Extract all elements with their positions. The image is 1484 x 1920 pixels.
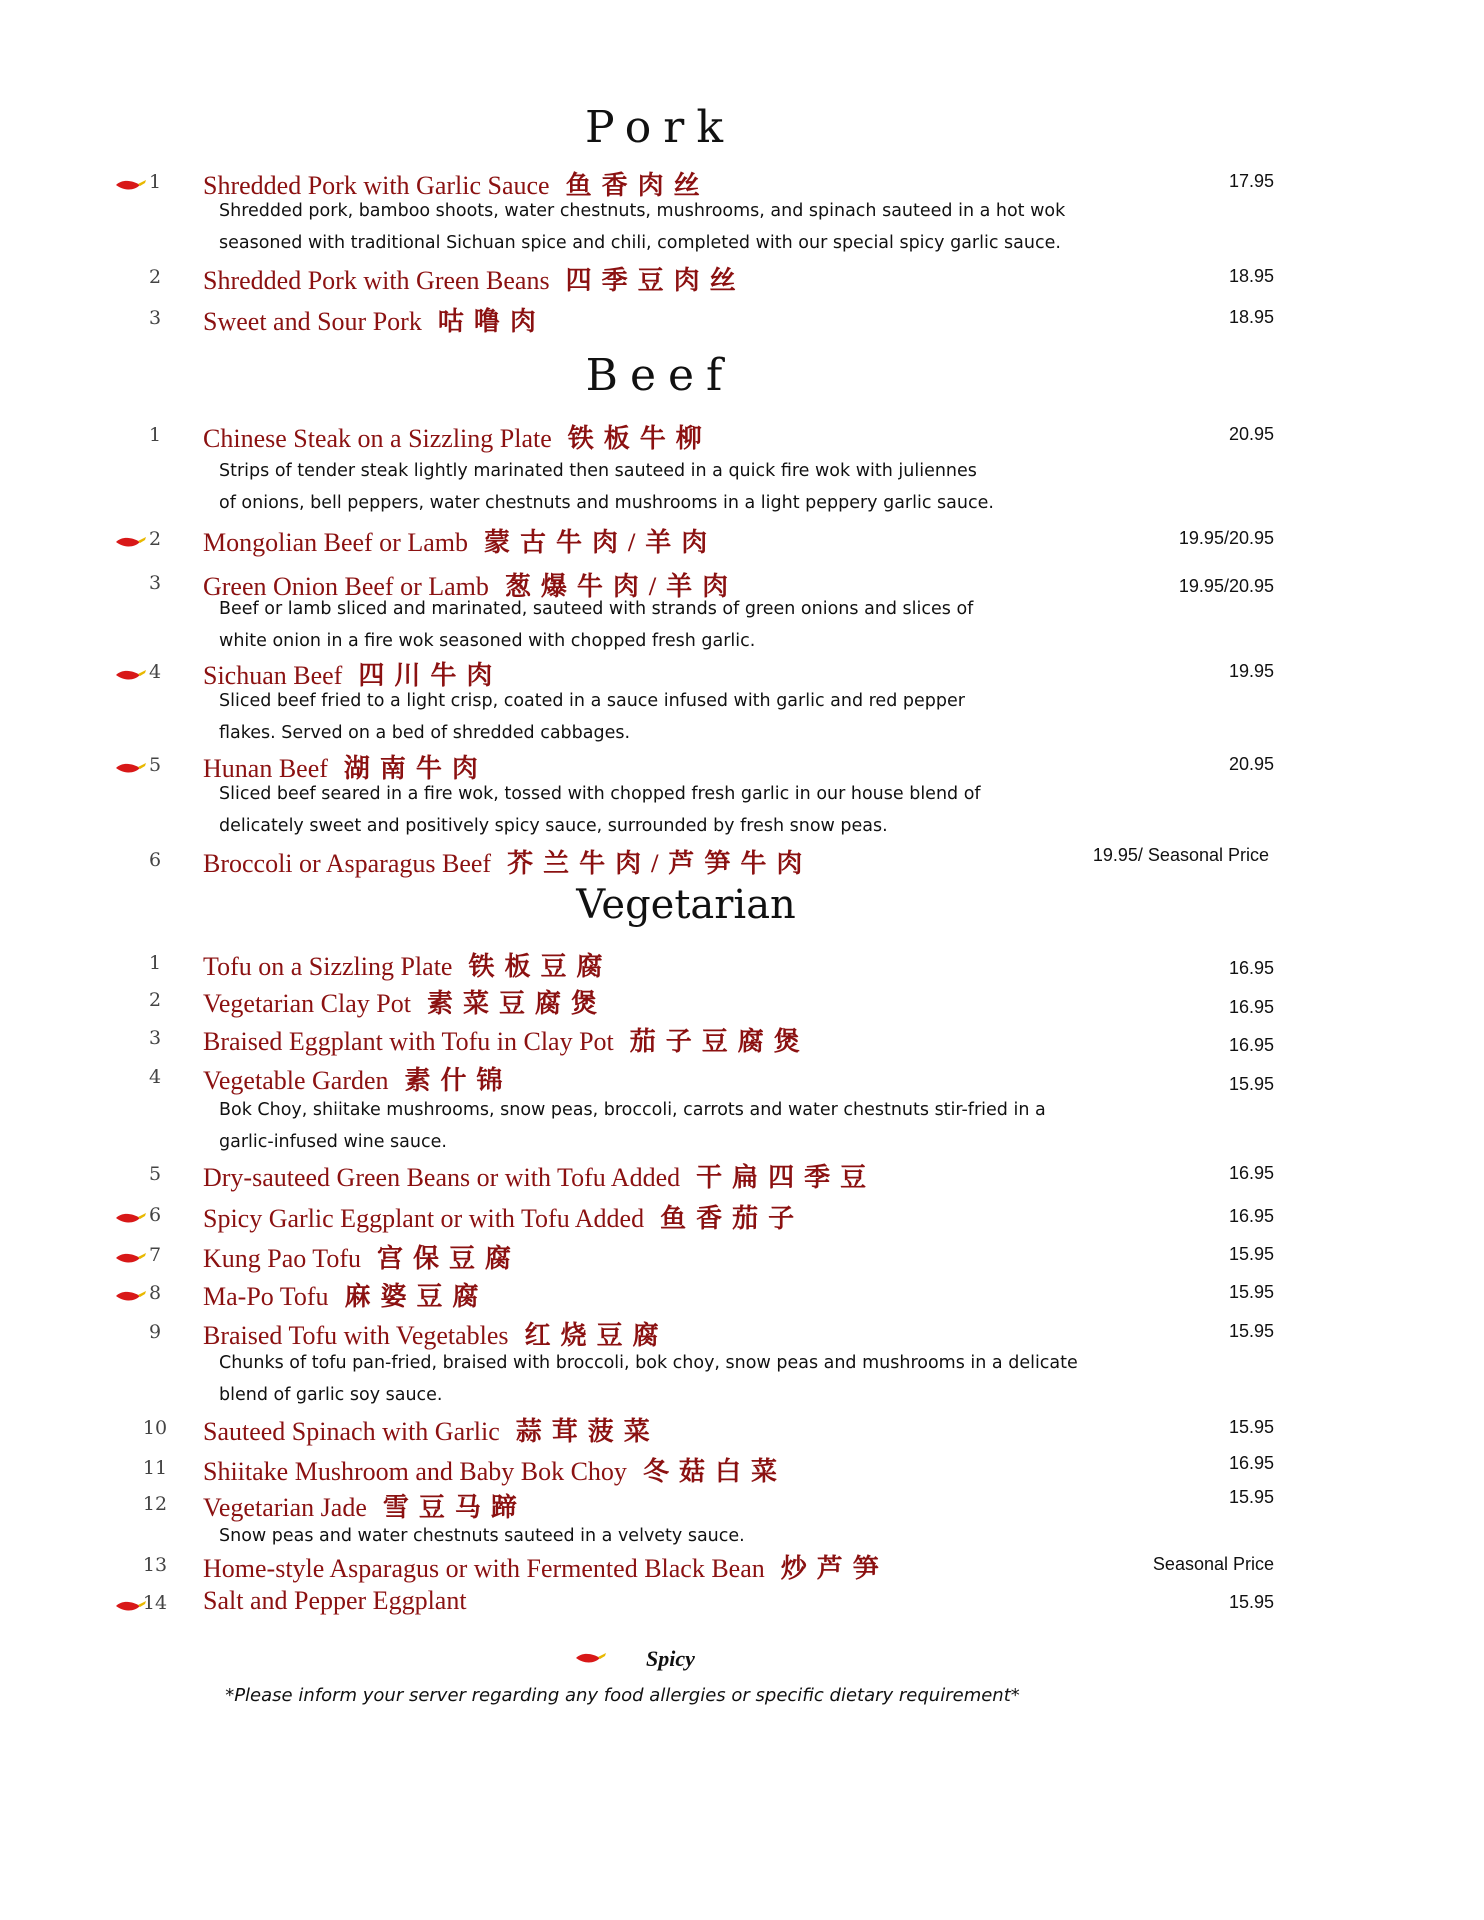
item-number: 14 [142, 1592, 168, 1614]
item-chinese-name: 芥兰牛肉/芦笋牛肉 [507, 849, 813, 878]
item-price: Seasonal Price [1152, 1554, 1274, 1574]
item-name: Braised Eggplant with Tofu in Clay Pot 茄子豆腐煲 [203, 1027, 810, 1056]
item-number: 9 [148, 1321, 162, 1343]
item-price: 15.95 [1228, 1244, 1274, 1264]
item-description: Snow peas and water chestnuts sauteed in a velvety sauce. [219, 1526, 745, 1546]
item-name: Mongolian Beef or Lamb 蒙古牛肉/羊肉 [203, 528, 718, 557]
item-name: Sichuan Beef 四川牛肉 [203, 661, 503, 690]
item-description: Sliced beef fried to a light crisp, coated in a sauce infused with garlic and red pepper flakes. Served on a bed of shredded cabbages. [219, 691, 965, 743]
item-number: 5 [148, 754, 162, 776]
item-price: 19.95/ Seasonal Price [1092, 845, 1269, 865]
item-chinese-name: 红烧豆腐 [524, 1321, 669, 1350]
item-price: 18.95 [1228, 266, 1274, 286]
item-description: Bok Choy, shiitake mushrooms, snow peas, broccoli, carrots and water chestnuts stir-fried in a garlic-infused wine sauce. [219, 1100, 1046, 1152]
item-chinese-name: 素什锦 [404, 1066, 513, 1095]
item-price: 16.95 [1228, 1453, 1274, 1473]
item-chinese-name: 麻婆豆腐 [344, 1282, 489, 1311]
item-description: Beef or lamb sliced and marinated, sauteed with strands of green onions and slices of white onion in a fire wok seasoned with chopped fresh garlic. [219, 599, 974, 651]
item-chinese-name: 素菜豆腐煲 [426, 989, 607, 1018]
item-chinese-name: 冬菇白菜 [642, 1457, 787, 1486]
menu-item [0, 1548, 1484, 1588]
section-title-beef: Beef [585, 350, 735, 401]
item-name: Chinese Steak on a Sizzling Plate 铁板牛柳 [203, 424, 712, 453]
item-chinese-name: 蒜茸菠菜 [515, 1417, 660, 1446]
item-name: Vegetarian Jade 雪豆马蹄 [203, 1493, 527, 1522]
item-description: Shredded pork, bamboo shoots, water chestnuts, mushrooms, and spinach sauteed in a hot wok seasoned with traditional Sichuan spice and chili, completed with our special spicy garlic sauce. [219, 201, 1066, 253]
item-description: Chunks of tofu pan-fried, braised with broccoli, bok choy, snow peas and mushrooms in a delicate blend of garlic soy sauce. [219, 1353, 1078, 1405]
allergy-note: *Please inform your server regarding any food allergies or specific dietary requirement* [225, 1685, 1020, 1706]
item-description: Strips of tender steak lightly marinated then sauteed in a quick fire wok with juliennes of onions, bell peppers, water chestnuts and mushrooms in a light peppery garlic sauce. [219, 461, 994, 513]
item-number: 2 [148, 266, 162, 288]
item-price: 19.95/20.95 [1178, 528, 1274, 548]
item-price: 17.95 [1228, 171, 1274, 191]
item-chinese-name: 干扁四季豆 [696, 1163, 877, 1192]
menu-item [0, 983, 1484, 1023]
item-chinese-name: 铁板豆腐 [468, 952, 613, 981]
item-price: 16.95 [1228, 997, 1274, 1017]
item-price: 15.95 [1228, 1321, 1274, 1341]
menu-item [0, 843, 1484, 883]
menu-item [0, 1198, 1484, 1238]
item-name: Tofu on a Sizzling Plate 铁板豆腐 [203, 952, 613, 981]
item-chinese-name: 湖南牛肉 [343, 754, 488, 783]
item-name: Shredded Pork with Green Beans 四季豆肉丝 [203, 266, 746, 295]
item-chinese-name: 四季豆肉丝 [565, 266, 746, 295]
item-chinese-name: 铁板牛柳 [567, 424, 712, 453]
item-price: 16.95 [1228, 958, 1274, 978]
item-chinese-name: 鱼香肉丝 [565, 171, 710, 200]
item-number: 10 [142, 1417, 168, 1439]
item-price: 16.95 [1228, 1163, 1274, 1183]
item-name: Salt and Pepper Eggplant [203, 1586, 467, 1615]
item-number: 7 [148, 1244, 162, 1266]
item-number: 11 [142, 1457, 168, 1479]
chili-pepper-icon [574, 1650, 608, 1666]
item-name: Kung Pao Tofu 宫保豆腐 [203, 1244, 522, 1273]
menu-item [0, 1157, 1484, 1197]
menu-item [0, 418, 1484, 458]
item-name: Vegetarian Clay Pot 素菜豆腐煲 [203, 989, 607, 1018]
item-price: 16.95 [1228, 1206, 1274, 1226]
item-price: 15.95 [1228, 1282, 1274, 1302]
item-name: Home-style Asparagus or with Fermented Black Bean 炒芦笋 [203, 1554, 889, 1583]
item-number: 1 [148, 424, 162, 446]
item-price: 18.95 [1228, 307, 1274, 327]
item-number: 3 [148, 1027, 162, 1049]
item-name: Dry-sauteed Green Beans or with Tofu Added 干扁四季豆 [203, 1163, 877, 1192]
item-name: Ma-Po Tofu 麻婆豆腐 [203, 1282, 489, 1311]
item-price: 19.95/20.95 [1178, 576, 1274, 596]
spicy-legend-label: Spicy [646, 1646, 695, 1671]
item-name: Spicy Garlic Eggplant or with Tofu Added 鱼香茄子 [203, 1204, 805, 1233]
item-chinese-name: 葱爆牛肉/羊肉 [504, 572, 739, 601]
item-chinese-name: 鱼香茄子 [660, 1204, 805, 1233]
item-name: Sweet and Sour Pork 咕噜肉 [203, 307, 546, 336]
item-number: 8 [148, 1282, 162, 1304]
item-price: 20.95 [1228, 754, 1274, 774]
item-price: 16.95 [1228, 1035, 1274, 1055]
menu-item [0, 1276, 1484, 1316]
menu-item [0, 1451, 1484, 1491]
menu-item [0, 522, 1484, 562]
item-name: Shiitake Mushroom and Baby Bok Choy 冬菇白菜 [203, 1457, 787, 1486]
item-name: Vegetable Garden 素什锦 [203, 1066, 513, 1095]
item-name: Braised Tofu with Vegetables 红烧豆腐 [203, 1321, 669, 1350]
menu-item [0, 1411, 1484, 1451]
item-number: 3 [148, 307, 162, 329]
item-chinese-name: 雪豆马蹄 [382, 1493, 527, 1522]
item-price: 19.95 [1228, 661, 1274, 681]
item-chinese-name: 茄子豆腐煲 [629, 1027, 810, 1056]
item-price: 15.95 [1228, 1074, 1274, 1094]
item-chinese-name: 咕噜肉 [437, 307, 546, 336]
menu-item [0, 260, 1484, 300]
item-chinese-name: 炒芦笋 [780, 1554, 889, 1583]
menu-item [0, 301, 1484, 341]
item-number: 2 [148, 989, 162, 1011]
item-chinese-name: 宫保豆腐 [377, 1244, 522, 1273]
menu-item [0, 1238, 1484, 1278]
item-number: 5 [148, 1163, 162, 1185]
item-name: Green Onion Beef or Lamb 葱爆牛肉/羊肉 [203, 572, 739, 601]
item-price: 15.95 [1228, 1417, 1274, 1437]
menu-item [0, 1586, 1484, 1626]
item-number: 12 [142, 1493, 168, 1515]
item-number: 13 [142, 1554, 168, 1576]
item-number: 1 [148, 952, 162, 974]
menu-item [0, 1060, 1484, 1100]
item-number: 6 [148, 1204, 162, 1226]
item-name: Hunan Beef 湖南牛肉 [203, 754, 488, 783]
item-price: 20.95 [1228, 424, 1274, 444]
item-price: 15.95 [1228, 1592, 1274, 1612]
item-name: Shredded Pork with Garlic Sauce 鱼香肉丝 [203, 171, 710, 200]
item-name: Broccoli or Asparagus Beef 芥兰牛肉/芦笋牛肉 [203, 849, 813, 878]
item-number: 4 [148, 661, 162, 683]
item-price: 15.95 [1228, 1487, 1274, 1507]
item-chinese-name: 蒙古牛肉/羊肉 [484, 528, 718, 557]
section-title-pork: Pork [584, 102, 735, 153]
item-chinese-name: 四川牛肉 [358, 661, 503, 690]
item-name: Sauteed Spinach with Garlic 蒜茸菠菜 [203, 1417, 660, 1446]
item-description: Sliced beef seared in a fire wok, tossed with chopped fresh garlic in our house blend of delicately sweet and positively spicy sauce, surrounded by fresh snow peas. [219, 784, 981, 836]
section-title-vegetarian: Vegetarian [576, 882, 796, 928]
item-number: 4 [148, 1066, 162, 1088]
item-number: 3 [148, 572, 162, 594]
item-number: 1 [148, 171, 162, 193]
menu-item [0, 946, 1484, 986]
item-number: 2 [148, 528, 162, 550]
menu-item [0, 1021, 1484, 1061]
item-number: 6 [148, 849, 162, 871]
